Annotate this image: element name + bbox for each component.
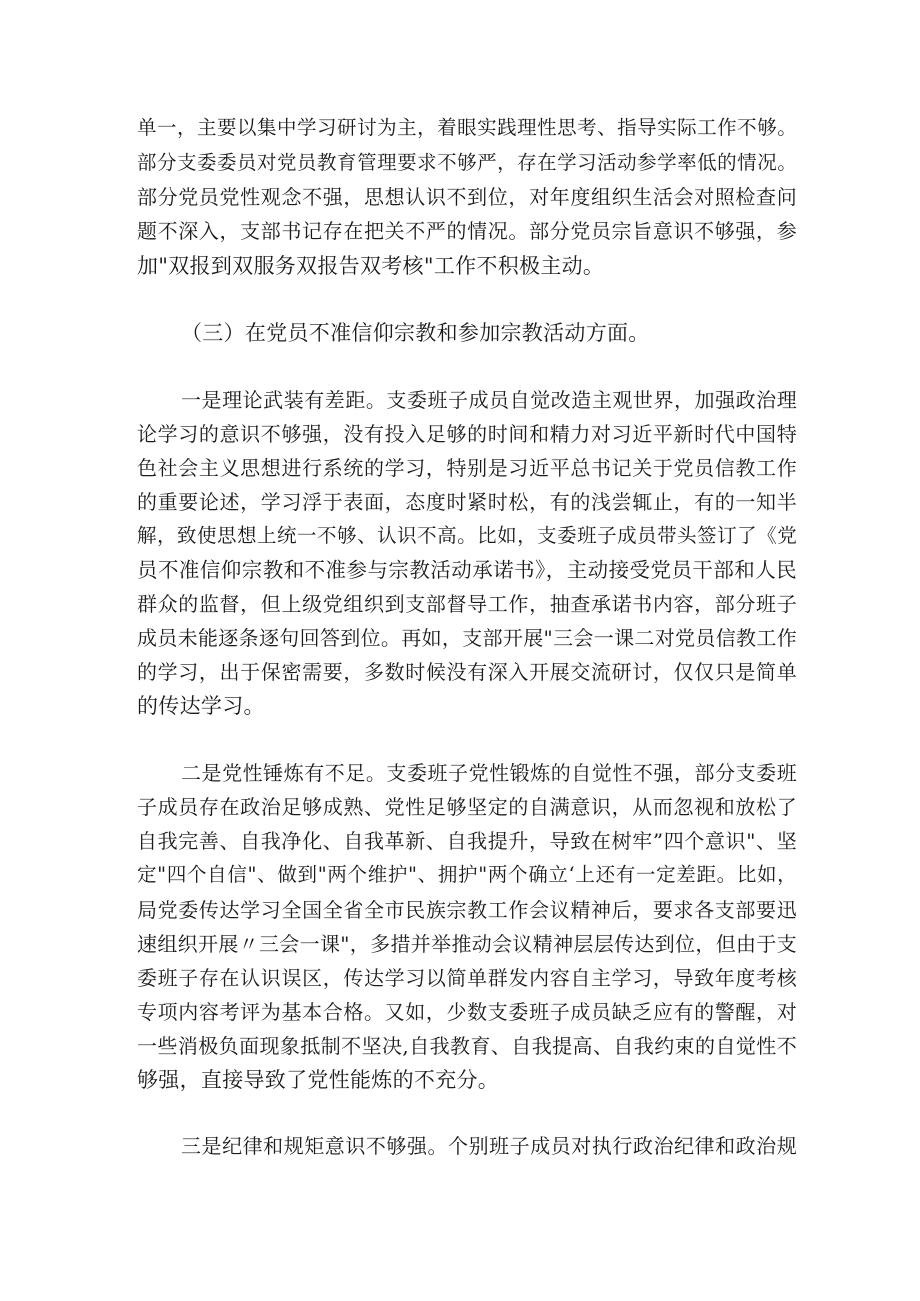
text-line: 色社会主义思想进行系统的学习，特别是习近平总书记关于党员信教工作 (137, 456, 797, 480)
text-line: 局党委传达学习全国全省全市民族宗教工作会议精神后，要求各支部要迅 (137, 898, 797, 922)
text-line: 一些消极负面现象抵制不坚决,自我教育、自我提高、自我约束的自觉性不 (137, 1034, 797, 1058)
text-line: 三是纪律和规矩意识不够强。个别班子成员对执行政治纪律和政治规 (181, 1134, 797, 1158)
text-line: 论学习的意识不够强，没有投入足够的时间和精力对习近平新时代中国特 (137, 422, 797, 446)
text-line: 的重要论述，学习浮于表面，态度时紧时松，有的浅尝辄止，有的一知半 (137, 490, 797, 514)
text-line: 定"四个自信"、做到"两个维护"、拥护"两个确立‘上还有一定差距。比如， (137, 863, 797, 886)
text-line: 自我完善、自我净化、自我革新、自我提升，导致在树牢”四个意识"、坚 (137, 829, 797, 853)
text-line: 的学习，出于保密需要，多数时候没有深入开展交流研讨，仅仅只是简单 (137, 660, 797, 684)
text-line: 专项内容考评为基本合格。又如，少数支委班子成员缺乏应有的警醒，对 (137, 1000, 797, 1024)
text-line: 子成员存在政治足够成熟、党性足够坚定的自满意识，从而忽视和放松了 (137, 795, 797, 819)
text-line: 解，致使思想上统一不够、认识不高。比如，支委班子成员带头签订了《党 (137, 524, 797, 547)
text-line: 的传达学习。 (137, 694, 265, 718)
text-line: 加"双报到双服务双报告双考核"工作不积极主动。 (137, 254, 605, 278)
text-line: 一是理论武装有差距。支委班子成员自觉改造主观世界，加强政治理 (181, 388, 797, 412)
text-line: 部分支委委员对党员教育管理要求不够严，存在学习活动参学率低的情况。 (137, 151, 797, 174)
text-line: 够强，直接导致了党性能炼的不充分。 (137, 1068, 500, 1092)
text-line: 二是党性锤炼有不足。支委班子党性锻炼的自觉性不强，部分支委班 (181, 761, 797, 785)
text-line: 单一，主要以集中学习研讨为主，着眼实践理性思考、指导实际工作不够。 (137, 116, 797, 139)
section-heading: （三）在党员不准信仰宗教和参加宗教活动方面。 (181, 321, 650, 345)
text-line: 部分党员党性观念不强，思想认识不到位，对年度组织生活会对照检查问 (137, 185, 797, 209)
text-line: 群众的监督，但上级党组织到支部督导工作，抽查承诺书内容，部分班子 (137, 592, 797, 616)
text-line: 题不深入，支部书记存在把关不严的情况。部分党员宗旨意识不够强，参 (137, 219, 797, 243)
text-line: 员不准信仰宗教和不准参与宗教活动承诺书》，主动接受党员干部和人民 (137, 558, 797, 582)
text-line: 速组织开展〃三会一课"，多措并举推动会议精神层层传达到位，但由于支 (137, 932, 797, 956)
text-line: 成员未能逐条逐句回答到位。再如，支部开展"三会一课二对党员信教工作 (137, 626, 797, 650)
text-line: 委班子存在认识误区，传达学习以简单群发内容自主学习，导致年度考核 (137, 966, 797, 990)
